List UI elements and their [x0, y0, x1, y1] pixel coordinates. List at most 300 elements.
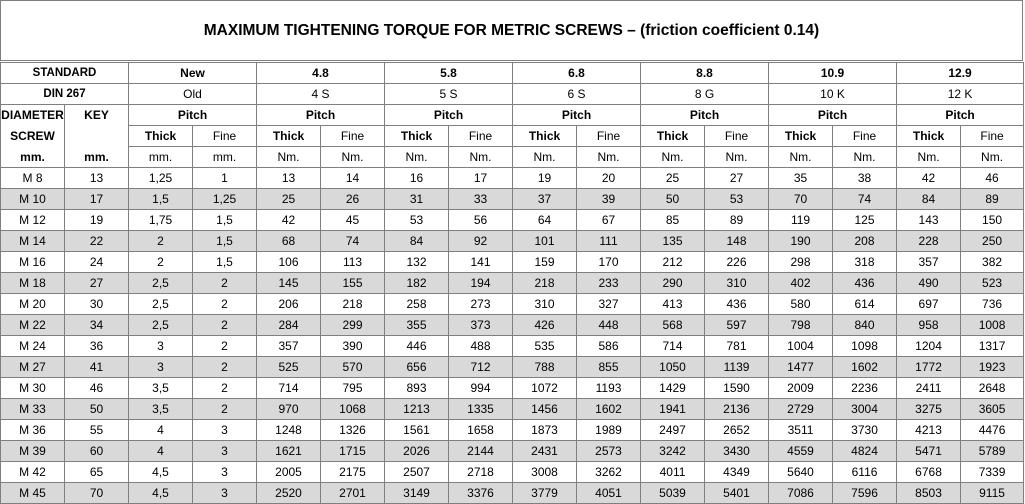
table-cell: 273	[449, 294, 513, 315]
table-cell: 4,5	[129, 462, 193, 483]
table-cell: 1193	[577, 378, 641, 399]
table-cell: 60	[65, 441, 129, 462]
table-cell: 89	[961, 189, 1024, 210]
new-label: New	[129, 63, 257, 84]
table-cell: 2,5	[129, 273, 193, 294]
table-cell: 1456	[513, 399, 577, 420]
table-cell: 42	[257, 210, 321, 231]
thick-label: Thick	[513, 126, 577, 147]
table-cell: 258	[385, 294, 449, 315]
table-cell: 148	[705, 231, 769, 252]
unit-nm: Nm.	[257, 147, 321, 168]
table-cell: 855	[577, 357, 641, 378]
table-cell: 113	[321, 252, 385, 273]
table-cell: 2026	[385, 441, 449, 462]
table-cell: 568	[641, 315, 705, 336]
table-cell: 310	[705, 273, 769, 294]
fine-label: Fine	[961, 126, 1024, 147]
table-cell: 89	[705, 210, 769, 231]
table-cell: 74	[321, 231, 385, 252]
table-cell: 194	[449, 273, 513, 294]
screw-size-cell: M 27	[1, 357, 65, 378]
table-cell: 3,5	[129, 399, 193, 420]
table-cell: 1,25	[193, 189, 257, 210]
table-cell: 1,5	[129, 189, 193, 210]
table-row	[1, 336, 1024, 357]
unit-mm: mm.	[129, 147, 193, 168]
table-cell: 2411	[897, 378, 961, 399]
table-cell: 6768	[897, 462, 961, 483]
table-cell: 2	[193, 378, 257, 399]
table-cell: 39	[577, 189, 641, 210]
table-cell: 1602	[577, 399, 641, 420]
thick-label: Thick	[897, 126, 961, 147]
table-cell: 4051	[577, 483, 641, 504]
table-cell: 3149	[385, 483, 449, 504]
table-cell: 42	[897, 168, 961, 189]
table-cell: 218	[513, 273, 577, 294]
table-cell: 2652	[705, 420, 769, 441]
table-cell: 70	[769, 189, 833, 210]
table-cell: 132	[385, 252, 449, 273]
table-cell: 17	[449, 168, 513, 189]
table-cell: 2005	[257, 462, 321, 483]
standard-row	[1, 63, 1024, 84]
table-cell: 17	[65, 189, 129, 210]
table-cell: 25	[257, 189, 321, 210]
unit-nm: Nm.	[385, 147, 449, 168]
table-cell: 38	[833, 168, 897, 189]
table-cell: 64	[513, 210, 577, 231]
table-cell: 150	[961, 210, 1024, 231]
unit-nm: Nm.	[449, 147, 513, 168]
table-cell: 1098	[833, 336, 897, 357]
table-cell: 2	[129, 231, 193, 252]
table-cell: 357	[897, 252, 961, 273]
grade-old: 6 S	[513, 84, 641, 105]
pitch-label: Pitch	[641, 105, 769, 126]
table-cell: 45	[321, 210, 385, 231]
table-cell: 446	[385, 336, 449, 357]
table-cell: 119	[769, 210, 833, 231]
table-cell: 2497	[641, 420, 705, 441]
table-cell: 233	[577, 273, 641, 294]
table-cell: 35	[769, 168, 833, 189]
table-row	[1, 273, 1024, 294]
key-label: KEY	[65, 105, 129, 126]
key-spacer	[65, 126, 129, 147]
table-cell: 5471	[897, 441, 961, 462]
table-cell: 4349	[705, 462, 769, 483]
table-cell: 170	[577, 252, 641, 273]
table-cell: 5039	[641, 483, 705, 504]
table-cell: 2	[193, 399, 257, 420]
table-cell: 490	[897, 273, 961, 294]
screw-size-cell: M 39	[1, 441, 65, 462]
table-cell: 893	[385, 378, 449, 399]
screw-size-cell: M 20	[1, 294, 65, 315]
table-cell: 13	[257, 168, 321, 189]
unit-mm: mm.	[1, 147, 65, 168]
table-cell: 1008	[961, 315, 1024, 336]
table-cell: 92	[449, 231, 513, 252]
grade-old: 10 K	[769, 84, 897, 105]
table-row	[1, 252, 1024, 273]
table-cell: 580	[769, 294, 833, 315]
table-cell: 2136	[705, 399, 769, 420]
table-cell: 656	[385, 357, 449, 378]
fine-label: Fine	[833, 126, 897, 147]
table-cell: 1248	[257, 420, 321, 441]
table-cell: 327	[577, 294, 641, 315]
table-cell: 958	[897, 315, 961, 336]
table-cell: 2,5	[129, 315, 193, 336]
table-cell: 357	[257, 336, 321, 357]
table-cell: 208	[833, 231, 897, 252]
table-cell: 697	[897, 294, 961, 315]
table-cell: 1213	[385, 399, 449, 420]
pitch-label: Pitch	[257, 105, 385, 126]
table-cell: 31	[385, 189, 449, 210]
page-title: MAXIMUM TIGHTENING TORQUE FOR METRIC SCREWS – (friction coefficient 0.14)	[203, 21, 820, 39]
table-cell: 535	[513, 336, 577, 357]
table-cell: 798	[769, 315, 833, 336]
table-cell: 712	[449, 357, 513, 378]
table-cell: 436	[833, 273, 897, 294]
thick-label: Thick	[257, 126, 321, 147]
table-cell: 20	[577, 168, 641, 189]
table-cell: 218	[321, 294, 385, 315]
table-cell: 614	[833, 294, 897, 315]
table-cell: 402	[769, 273, 833, 294]
screw-size-cell: M 8	[1, 168, 65, 189]
table-cell: 70	[65, 483, 129, 504]
table-cell: 74	[833, 189, 897, 210]
table-cell: 141	[449, 252, 513, 273]
table-cell: 318	[833, 252, 897, 273]
table-cell: 373	[449, 315, 513, 336]
table-cell: 3	[193, 483, 257, 504]
table-cell: 970	[257, 399, 321, 420]
screw-size-cell: M 12	[1, 210, 65, 231]
table-cell: 1590	[705, 378, 769, 399]
screw-size-cell: M 30	[1, 378, 65, 399]
table-cell: 1,75	[129, 210, 193, 231]
table-cell: 1873	[513, 420, 577, 441]
table-cell: 2718	[449, 462, 513, 483]
table-row	[1, 420, 1024, 441]
table-cell: 3242	[641, 441, 705, 462]
table-cell: 298	[769, 252, 833, 273]
screw-size-cell: M 16	[1, 252, 65, 273]
table-cell: 37	[513, 189, 577, 210]
table-cell: 6116	[833, 462, 897, 483]
table-cell: 795	[321, 378, 385, 399]
grade-new: 4.8	[257, 63, 385, 84]
table-cell: 413	[641, 294, 705, 315]
table-cell: 3605	[961, 399, 1024, 420]
table-cell: 3	[129, 336, 193, 357]
table-cell: 1004	[769, 336, 833, 357]
table-cell: 714	[257, 378, 321, 399]
screw-size-cell: M 22	[1, 315, 65, 336]
unit-nm: Nm.	[577, 147, 641, 168]
table-cell: 1715	[321, 441, 385, 462]
fine-label: Fine	[449, 126, 513, 147]
table-cell: 1	[193, 168, 257, 189]
table-cell: 4824	[833, 441, 897, 462]
screw-size-cell: M 14	[1, 231, 65, 252]
table-cell: 1068	[321, 399, 385, 420]
table-cell: 56	[449, 210, 513, 231]
table-cell: 84	[897, 189, 961, 210]
table-cell: 3,5	[129, 378, 193, 399]
table-cell: 781	[705, 336, 769, 357]
table-cell: 250	[961, 231, 1024, 252]
table-cell: 2175	[321, 462, 385, 483]
table-cell: 3779	[513, 483, 577, 504]
table-cell: 5401	[705, 483, 769, 504]
screw-size-cell: M 42	[1, 462, 65, 483]
table-cell: 2729	[769, 399, 833, 420]
table-cell: 4011	[641, 462, 705, 483]
table-cell: 436	[705, 294, 769, 315]
table-cell: 3008	[513, 462, 577, 483]
table-cell: 206	[257, 294, 321, 315]
table-cell: 3511	[769, 420, 833, 441]
table-cell: 7086	[769, 483, 833, 504]
table-cell: 46	[65, 378, 129, 399]
table-row	[1, 189, 1024, 210]
table-row	[1, 315, 1024, 336]
table-cell: 994	[449, 378, 513, 399]
table-cell: 226	[705, 252, 769, 273]
table-cell: 33	[449, 189, 513, 210]
table-cell: 1,25	[129, 168, 193, 189]
table-cell: 4	[129, 441, 193, 462]
table-cell: 145	[257, 273, 321, 294]
pitch-label: Pitch	[513, 105, 641, 126]
table-cell: 5640	[769, 462, 833, 483]
table-cell: 65	[65, 462, 129, 483]
table-cell: 228	[897, 231, 961, 252]
table-cell: 1326	[321, 420, 385, 441]
table-cell: 1139	[705, 357, 769, 378]
table-cell: 27	[705, 168, 769, 189]
table-cell: 24	[65, 252, 129, 273]
table-row	[1, 357, 1024, 378]
screw-label: SCREW	[1, 126, 65, 147]
table-cell: 3430	[705, 441, 769, 462]
table-cell: 1561	[385, 420, 449, 441]
table-cell: 4213	[897, 420, 961, 441]
table-cell: 155	[321, 273, 385, 294]
screw-size-cell: M 10	[1, 189, 65, 210]
unit-nm: Nm.	[705, 147, 769, 168]
pitch-label: Pitch	[897, 105, 1024, 126]
pitch-label: Pitch	[385, 105, 513, 126]
grade-new: 5.8	[385, 63, 513, 84]
table-cell: 7596	[833, 483, 897, 504]
unit-nm: Nm.	[513, 147, 577, 168]
grade-new: 12.9	[897, 63, 1024, 84]
table-cell: 3275	[897, 399, 961, 420]
table-cell: 586	[577, 336, 641, 357]
unit-nm: Nm.	[897, 147, 961, 168]
table-cell: 19	[65, 210, 129, 231]
table-cell: 1772	[897, 357, 961, 378]
table-cell: 101	[513, 231, 577, 252]
screw-size-cell: M 45	[1, 483, 65, 504]
table-cell: 2,5	[129, 294, 193, 315]
unit-nm: Nm.	[961, 147, 1024, 168]
table-cell: 1658	[449, 420, 513, 441]
grade-new: 6.8	[513, 63, 641, 84]
table-cell: 182	[385, 273, 449, 294]
table-cell: 84	[385, 231, 449, 252]
table-cell: 41	[65, 357, 129, 378]
table-cell: 2	[193, 273, 257, 294]
table-cell: 1989	[577, 420, 641, 441]
table-cell: 2144	[449, 441, 513, 462]
table-cell: 1477	[769, 357, 833, 378]
unit-nm: Nm.	[833, 147, 897, 168]
din-label: DIN 267	[1, 84, 129, 105]
table-body	[1, 168, 1024, 504]
table-cell: 55	[65, 420, 129, 441]
fine-label: Fine	[705, 126, 769, 147]
table-cell: 840	[833, 315, 897, 336]
table-cell: 34	[65, 315, 129, 336]
diameter-label: DIAMETER	[1, 105, 65, 126]
thick-fine-row	[1, 126, 1024, 147]
grade-old: 4 S	[257, 84, 385, 105]
table-cell: 3	[193, 441, 257, 462]
grade-new: 8.8	[641, 63, 769, 84]
table-cell: 1923	[961, 357, 1024, 378]
table-cell: 2236	[833, 378, 897, 399]
table-cell: 4	[129, 420, 193, 441]
pitch-header-row	[1, 105, 1024, 126]
table-row	[1, 483, 1024, 504]
table-cell: 1602	[833, 357, 897, 378]
table-cell: 3	[193, 420, 257, 441]
table-cell: 2	[193, 336, 257, 357]
table-cell: 3	[193, 462, 257, 483]
table-cell: 1072	[513, 378, 577, 399]
table-row	[1, 231, 1024, 252]
grade-old: 12 K	[897, 84, 1024, 105]
table-cell: 2	[129, 252, 193, 273]
table-cell: 788	[513, 357, 577, 378]
thick-label: Thick	[129, 126, 193, 147]
thick-label: Thick	[385, 126, 449, 147]
unit-mm: mm.	[65, 147, 129, 168]
table-cell: 382	[961, 252, 1024, 273]
table-cell: 212	[641, 252, 705, 273]
table-cell: 3376	[449, 483, 513, 504]
table-cell: 190	[769, 231, 833, 252]
table-cell: 67	[577, 210, 641, 231]
table-cell: 9115	[961, 483, 1024, 504]
table-cell: 1317	[961, 336, 1024, 357]
table-cell: 1,5	[193, 210, 257, 231]
table-cell: 714	[641, 336, 705, 357]
table-cell: 159	[513, 252, 577, 273]
grade-new: 10.9	[769, 63, 897, 84]
table-cell: 426	[513, 315, 577, 336]
table-cell: 570	[321, 357, 385, 378]
screw-size-cell: M 18	[1, 273, 65, 294]
fine-label: Fine	[321, 126, 385, 147]
table-cell: 26	[321, 189, 385, 210]
table-cell: 68	[257, 231, 321, 252]
table-cell: 53	[385, 210, 449, 231]
table-cell: 1204	[897, 336, 961, 357]
table-row	[1, 378, 1024, 399]
table-cell: 1335	[449, 399, 513, 420]
unit-mm: mm.	[193, 147, 257, 168]
table-cell: 53	[705, 189, 769, 210]
table-row	[1, 294, 1024, 315]
fine-label: Fine	[577, 126, 641, 147]
table-cell: 523	[961, 273, 1024, 294]
table-cell: 488	[449, 336, 513, 357]
table-cell: 2507	[385, 462, 449, 483]
table-row	[1, 462, 1024, 483]
table-cell: 25	[641, 168, 705, 189]
table-cell: 2573	[577, 441, 641, 462]
table-cell: 2	[193, 294, 257, 315]
table-cell: 1941	[641, 399, 705, 420]
table-cell: 85	[641, 210, 705, 231]
table-cell: 355	[385, 315, 449, 336]
table-cell: 125	[833, 210, 897, 231]
table-cell: 106	[257, 252, 321, 273]
table-cell: 299	[321, 315, 385, 336]
table-cell: 1,5	[193, 252, 257, 273]
table-cell: 4,5	[129, 483, 193, 504]
table-cell: 19	[513, 168, 577, 189]
table-cell: 111	[577, 231, 641, 252]
table-cell: 2520	[257, 483, 321, 504]
table-row	[1, 168, 1024, 189]
table-cell: 16	[385, 168, 449, 189]
torque-table	[0, 62, 1024, 504]
table-cell: 2431	[513, 441, 577, 462]
table-cell: 8503	[897, 483, 961, 504]
table-cell: 284	[257, 315, 321, 336]
table-cell: 27	[65, 273, 129, 294]
table-cell: 3004	[833, 399, 897, 420]
screw-size-cell: M 36	[1, 420, 65, 441]
grade-old: 5 S	[385, 84, 513, 105]
table-cell: 46	[961, 168, 1024, 189]
standard-label: STANDARD	[1, 63, 129, 84]
unit-nm: Nm.	[769, 147, 833, 168]
table-cell: 736	[961, 294, 1024, 315]
table-cell: 1,5	[193, 231, 257, 252]
table-cell: 5789	[961, 441, 1024, 462]
table-cell: 310	[513, 294, 577, 315]
table-row	[1, 441, 1024, 462]
table-cell: 390	[321, 336, 385, 357]
table-cell: 1621	[257, 441, 321, 462]
din-row	[1, 84, 1024, 105]
table-cell: 7339	[961, 462, 1024, 483]
table-cell: 2	[193, 357, 257, 378]
pitch-label: Pitch	[769, 105, 897, 126]
